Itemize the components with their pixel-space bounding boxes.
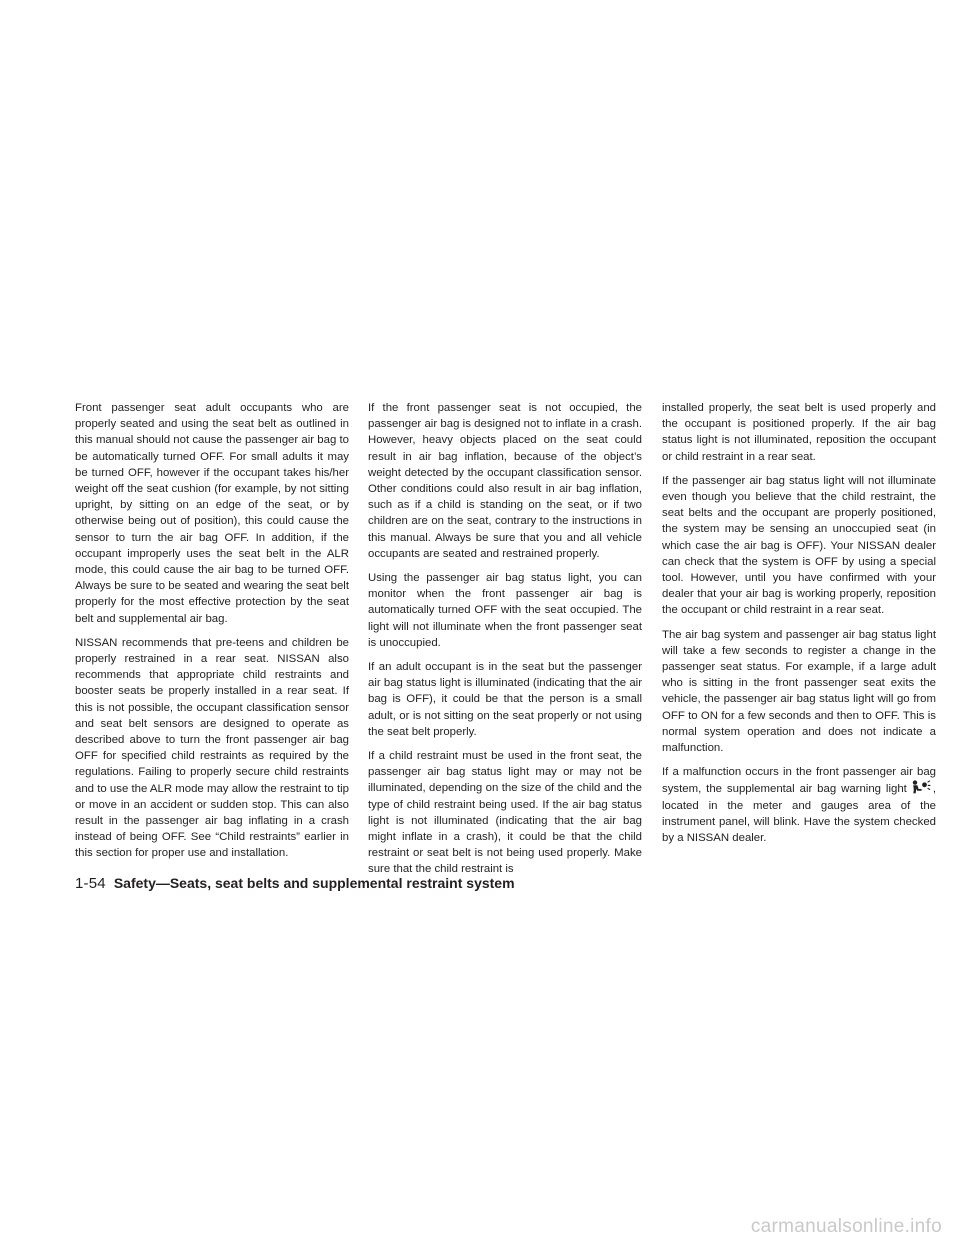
page-footer — [75, 875, 515, 892]
paragraph: Using the passenger air bag status light, you can monitor when the front passenger air bag is automatically turned OFF with the seat occupied. The light will not illuminate when the front passenger seat is unoccupied. — [368, 572, 642, 649]
section-title: Safety—Seats, seat belts and supplemental restraint system — [113, 875, 515, 891]
watermark-text: carmanualsonline.info — [750, 1216, 942, 1237]
text-column-3 — [662, 400, 936, 854]
paragraph: If the passenger air bag status light will not illuminate even though you believe that the child restraint, the seat belts and the occupant are properly positioned, the system may be sensing an unoccupied seat (in which case the air bag is OFF). Your NISSAN dealer can check that the system is OFF by using a special tool. However, until you have confirmed with your dealer that your air bag is working properly, reposition the occupant or child restraint in a rear seat. — [662, 474, 936, 617]
paragraph: NISSAN recommends that pre-teens and children be properly restrained in a rear seat. NISSAN also recommends that appropriate child restraints and booster seats be properly installed in a rear seat. If this is not possible, the occupant classification sensor and seat belt sensors are designed to operate as described above to turn the front passenger air bag OFF for specified child restraints as required by the regulations. Failing to properly secure child restraints and to use the ALR mode may allow the restraint to tip or move in an accident or sudden stop. This can also result in the passenger air bag inflating in a crash instead of being OFF. See “Child restraints” earlier in this section for proper use and installation. — [75, 636, 349, 860]
paragraph: The air bag system and passenger air bag status light will take a few seconds to register a change in the passenger seat status. For example, if a large adult who is sitting in the front passenger seat exits the vehicle, the passenger air bag status light will go from OFF to ON for a few seconds and then to OFF. This is normal system operation and does not indicate a malfunction. — [662, 628, 936, 755]
paragraph-text-after-icon: , located in the meter and gauges area of the instrument panel, will blink. Have the system checked by a NISSAN dealer. — [662, 783, 936, 845]
text-column-2 — [368, 400, 642, 886]
paragraph: Front passenger seat adult occupants who are properly seated and using the seat belt as outlined in this manual should not cause the passenger air bag to be automatically turned OFF. For small adults it may be turned OFF, however if the occupant takes his/her weight off the seat cushion (for example, by not sitting upright, by sitting on an edge of the seat, or by otherwise being out of position), this could cause the sensor to turn the air bag OFF. In addition, if the occupant improperly uses the seat belt in the ALR mode, this could cause the air bag to be turned OFF. Always be sure to be seated and wearing the seat belt properly for the most effective protection by the seat belt and supplemental air bag. — [75, 402, 349, 625]
paragraph-with-icon — [662, 764, 936, 846]
paragraph-text-before-icon: If a malfunction occurs in the front passenger air bag system, the supplemental air bag warning light — [662, 766, 936, 796]
paragraph: installed properly, the seat belt is used properly and the occupant is positioned properly. If the air bag status light is not illuminated, reposition the occupant or child restraint in a rear seat. — [662, 402, 936, 463]
paragraph: If an adult occupant is in the seat but the passenger air bag status light is illuminated (indicating that the air bag is OFF), it could be that the person is a small adult, or is not sitting on the seat properly or not using the seat belt properly. — [368, 661, 642, 738]
airbag-warning-icon — [909, 780, 931, 794]
page-number: 1-54 — [75, 875, 106, 892]
paragraph: If a child restraint must be used in the front seat, the passenger air bag status light may or may not be illuminated, depending on the size of the child and the type of child restraint being used. If the air bag status light is not illuminated (indicating that the air bag might inflate in a crash), it could be that the child restraint or seat belt is not being used properly. Make sure that the child restraint is — [368, 750, 642, 876]
text-column-1 — [75, 400, 349, 870]
paragraph: If the front passenger seat is not occupied, the passenger air bag is designed not to inflate in a crash. However, heavy objects placed on the seat could result in air bag inflation, because of the object’s weight detected by the occupant classification sensor. Other conditions could also result in air bag inflation, such as if a child is standing on the seat, or if two children are on the seat, contrary to the instructions in this manual. Always be sure that you and all vehicle occupants are seated and restrained properly. — [368, 402, 642, 560]
